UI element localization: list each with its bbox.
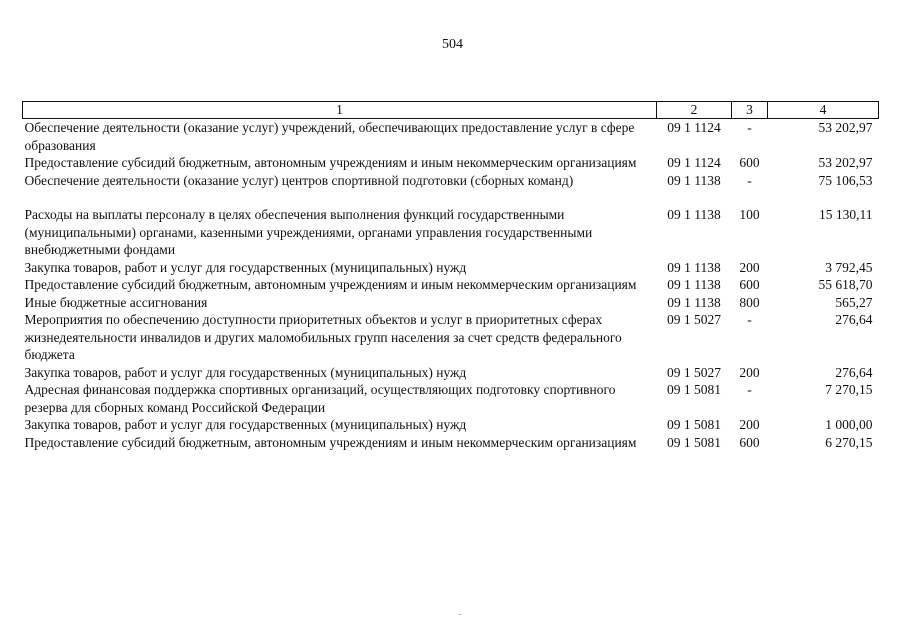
row-name: Закупка товаров, работ и услуг для государственных (муниципальных) нужд xyxy=(24,259,467,275)
row-csr-code: 09 1 1138 xyxy=(667,172,721,188)
row-name: Предоставление субсидий бюджетным, автономным учреждениям и иным некоммерческим организациям xyxy=(24,155,637,170)
row-csr-code: 09 1 5027 xyxy=(667,364,721,380)
row-name: Закупка товаров, работ и услуг для государственных (муниципальных) нужд xyxy=(24,364,467,380)
row-amount: 276,64 xyxy=(835,312,873,327)
row-amount: 1 000,00 xyxy=(825,417,873,432)
row-amount: 6 270,15 xyxy=(825,434,873,450)
row-csr-code: 09 1 5081 xyxy=(667,434,721,450)
row-vr-code: - xyxy=(747,172,752,188)
row-amount: 53 202,97 xyxy=(818,120,873,135)
row-amount: 565,27 xyxy=(835,294,873,310)
table-row xyxy=(23,206,879,259)
table-row xyxy=(23,119,879,155)
table-row xyxy=(23,259,879,277)
row-vr-code: - xyxy=(747,382,752,397)
table-row xyxy=(23,416,879,434)
row-csr-code: 09 1 1138 xyxy=(667,259,721,275)
row-amount: 55 618,70 xyxy=(818,277,873,292)
table-row xyxy=(23,364,879,382)
row-amount: 75 106,53 xyxy=(818,172,873,188)
table-row xyxy=(23,434,879,452)
table-row xyxy=(23,294,879,312)
row-vr-code: 600 xyxy=(739,277,760,292)
row-vr-code: 200 xyxy=(739,417,760,432)
row-amount: 15 130,11 xyxy=(819,207,873,222)
row-vr-code: - xyxy=(747,120,752,135)
budget-table xyxy=(22,101,879,451)
table-row xyxy=(23,154,879,172)
row-csr-code: 09 1 1138 xyxy=(667,207,721,222)
row-name: Обеспечение деятельности (оказание услуг) центров спортивной подготовки (сборных команд) xyxy=(24,172,574,188)
row-name: Обеспечение деятельности (оказание услуг) учреждений, обеспечивающих предоставление услуг в сфере образования xyxy=(24,120,635,153)
row-csr-code: 09 1 5027 xyxy=(667,312,721,327)
table-row xyxy=(23,276,879,294)
row-csr-code: 09 1 5081 xyxy=(667,382,721,397)
row-name: Иные бюджетные ассигнования xyxy=(24,294,208,310)
table-row xyxy=(23,381,879,416)
row-amount: 276,64 xyxy=(835,364,873,380)
row-name: Закупка товаров, работ и услуг для государственных (муниципальных) нужд xyxy=(24,417,467,432)
row-vr-code: 600 xyxy=(739,434,760,450)
scan-artifact xyxy=(459,614,461,615)
row-csr-code: 09 1 1124 xyxy=(667,120,721,135)
row-csr-code: 09 1 1138 xyxy=(667,294,721,310)
column-header-amount: 4 xyxy=(768,102,879,119)
column-header-csr: 2 xyxy=(657,102,732,119)
row-amount: 3 792,45 xyxy=(825,259,873,275)
column-header-name: 1 xyxy=(23,102,657,119)
row-vr-code: 800 xyxy=(739,294,760,310)
row-vr-code: 100 xyxy=(739,207,760,222)
row-csr-code: 09 1 1124 xyxy=(667,155,721,170)
page-number: 504 xyxy=(442,37,463,52)
row-vr-code: 200 xyxy=(739,259,760,275)
row-name: Расходы на выплаты персоналу в целях обеспечения выполнения функций государственными (муниципальными) органами, казенными учреждениями, органами управления государственными внебюджетными фондами xyxy=(24,207,593,257)
table-row xyxy=(23,172,879,207)
column-header-vr: 3 xyxy=(732,102,768,119)
row-name: Мероприятия по обеспечению доступности приоритетных объектов и услуг в приоритетных сферах жизнедеятельности инвалидов и других маломобильных групп населения за счет средств федерального бюджета xyxy=(24,312,622,362)
row-csr-code: 09 1 5081 xyxy=(667,417,721,432)
row-amount: 7 270,15 xyxy=(825,382,873,397)
table-row xyxy=(23,311,879,364)
row-vr-code: 200 xyxy=(739,364,760,380)
row-name: Адресная финансовая поддержка спортивных организаций, осуществляющих подготовку спортивного резерва для сборных команд Российской Федерации xyxy=(24,382,616,415)
row-name: Предоставление субсидий бюджетным, автономным учреждениям и иным некоммерческим организациям xyxy=(24,277,637,292)
row-vr-code: - xyxy=(747,312,752,327)
row-amount: 53 202,97 xyxy=(818,155,873,170)
table-header-row xyxy=(23,102,879,119)
row-csr-code: 09 1 1138 xyxy=(667,277,721,292)
row-name: Предоставление субсидий бюджетным, автономным учреждениям и иным некоммерческим организациям xyxy=(24,434,637,450)
row-vr-code: 600 xyxy=(739,155,760,170)
